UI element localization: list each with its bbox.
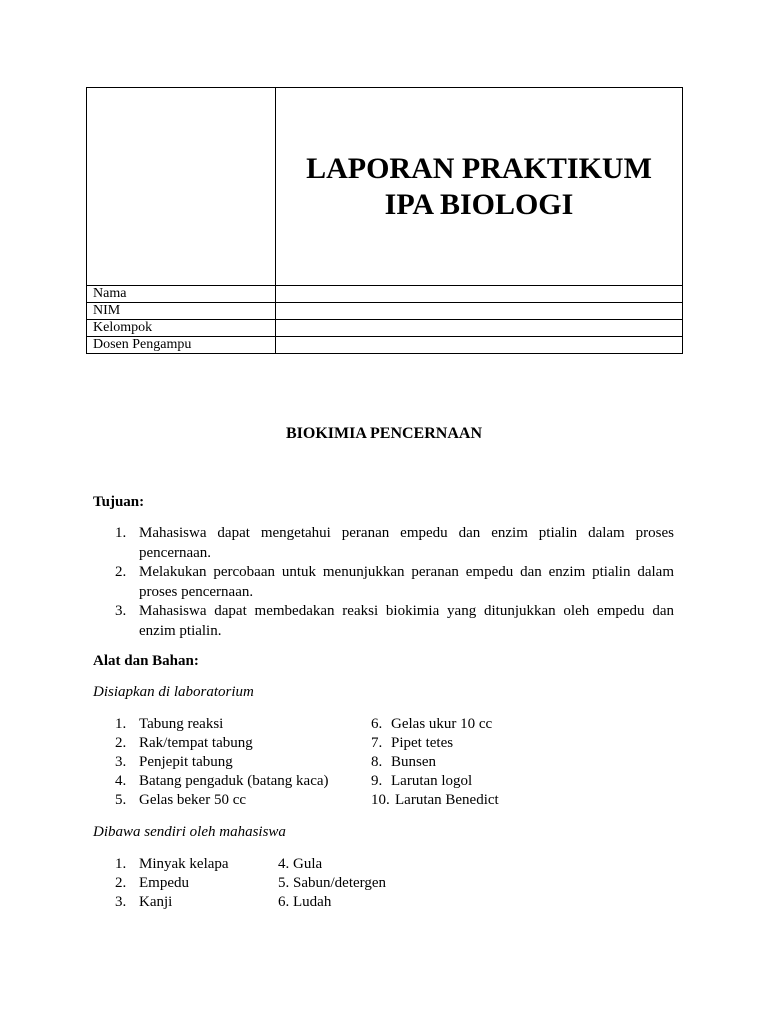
list-number: 1. [115,525,127,541]
list-number: 3. [115,894,127,910]
report-title-line-2: IPA BIOLOGI [384,187,574,221]
logo-cell [87,88,276,286]
list-number: 1. [115,856,127,872]
list-number: 4. [278,856,290,872]
list-item [371,772,473,791]
field-value-nim[interactable] [276,303,683,320]
list-number: 6. [371,716,383,732]
list-item [93,563,674,602]
list-item [371,734,454,753]
list-text: Melakukan percobaan untuk menunjukkan peranan empedu dan enzim ptialin dalam proses pencernaan. [139,564,674,600]
field-label-nim: NIM [87,303,276,320]
list-number: 4. [115,773,127,789]
list-number: 2. [115,875,127,891]
list-number: 7. [371,735,383,751]
list-item [115,753,233,772]
student-list-col-1 [115,855,229,912]
list-item [115,715,224,734]
list-number: 10. [371,792,390,808]
lab-label: Disiapkan di laboratorium [93,684,254,700]
tujuan-list [93,524,674,641]
section-title: BIOKIMIA PENCERNAAN [285,425,482,442]
list-number: 2. [115,564,127,580]
list-item [278,893,386,912]
list-item [371,715,493,734]
field-value-nama[interactable] [276,286,683,303]
list-item [115,855,229,874]
list-text: Batang pengaduk (batang kaca) [139,773,329,789]
list-text: Empedu [139,875,189,891]
list-text: Gula [293,856,323,872]
student-label: Dibawa sendiri oleh mahasiswa [93,824,286,840]
lab-list-col-1 [115,715,329,810]
list-text: Kanji [139,894,173,910]
list-text: Larutan logol [391,773,473,789]
list-item [115,791,247,810]
list-text: Larutan Benedict [395,792,499,808]
list-item [115,734,253,753]
list-text: Gelas beker 50 cc [139,792,247,808]
list-item [115,772,329,791]
list-text: Rak/tempat tabung [139,735,253,751]
list-item [371,791,499,810]
report-header-table [86,87,683,354]
list-number: 3. [115,603,127,619]
field-label-nama: Nama [87,286,276,303]
list-item [371,753,436,772]
list-number: 8. [371,754,383,770]
list-text: Bunsen [391,754,436,770]
alat-heading: Alat dan Bahan: [93,653,199,669]
field-label-kelompok: Kelompok [87,320,276,337]
list-text: Pipet tetes [391,735,454,751]
list-item [115,893,173,912]
report-title-line-1: LAPORAN PRAKTIKUM [306,151,652,185]
list-text: Mahasiswa dapat membedakan reaksi biokimia yang ditunjukkan oleh empedu dan enzim ptialin. [139,603,674,639]
list-text: Penjepit tabung [139,754,233,770]
student-list-col-2 [278,855,386,912]
list-text: Ludah [293,894,332,910]
list-item [93,602,674,641]
report-title [276,88,683,286]
field-value-kelompok[interactable] [276,320,683,337]
list-number: 2. [115,735,127,751]
list-item [278,855,386,874]
list-number: 6. [278,894,290,910]
list-number: 5. [115,792,127,808]
list-number: 3. [115,754,127,770]
lab-list-col-2 [371,715,499,810]
list-text: Minyak kelapa [139,856,229,872]
field-value-dosen[interactable] [276,337,683,354]
list-text: Gelas ukur 10 cc [391,716,493,732]
list-item [93,524,674,563]
field-label-dosen: Dosen Pengampu [87,337,276,354]
list-text: Sabun/detergen [293,875,387,891]
list-item [115,874,189,893]
list-number: 5. [278,875,290,891]
list-text: Tabung reaksi [139,716,224,732]
list-number: 1. [115,716,127,732]
list-text: Mahasiswa dapat mengetahui peranan empedu dan enzim ptialin dalam proses pencernaan. [139,525,674,561]
list-item [278,874,386,893]
tujuan-heading: Tujuan: [93,494,145,510]
list-number: 9. [371,773,383,789]
